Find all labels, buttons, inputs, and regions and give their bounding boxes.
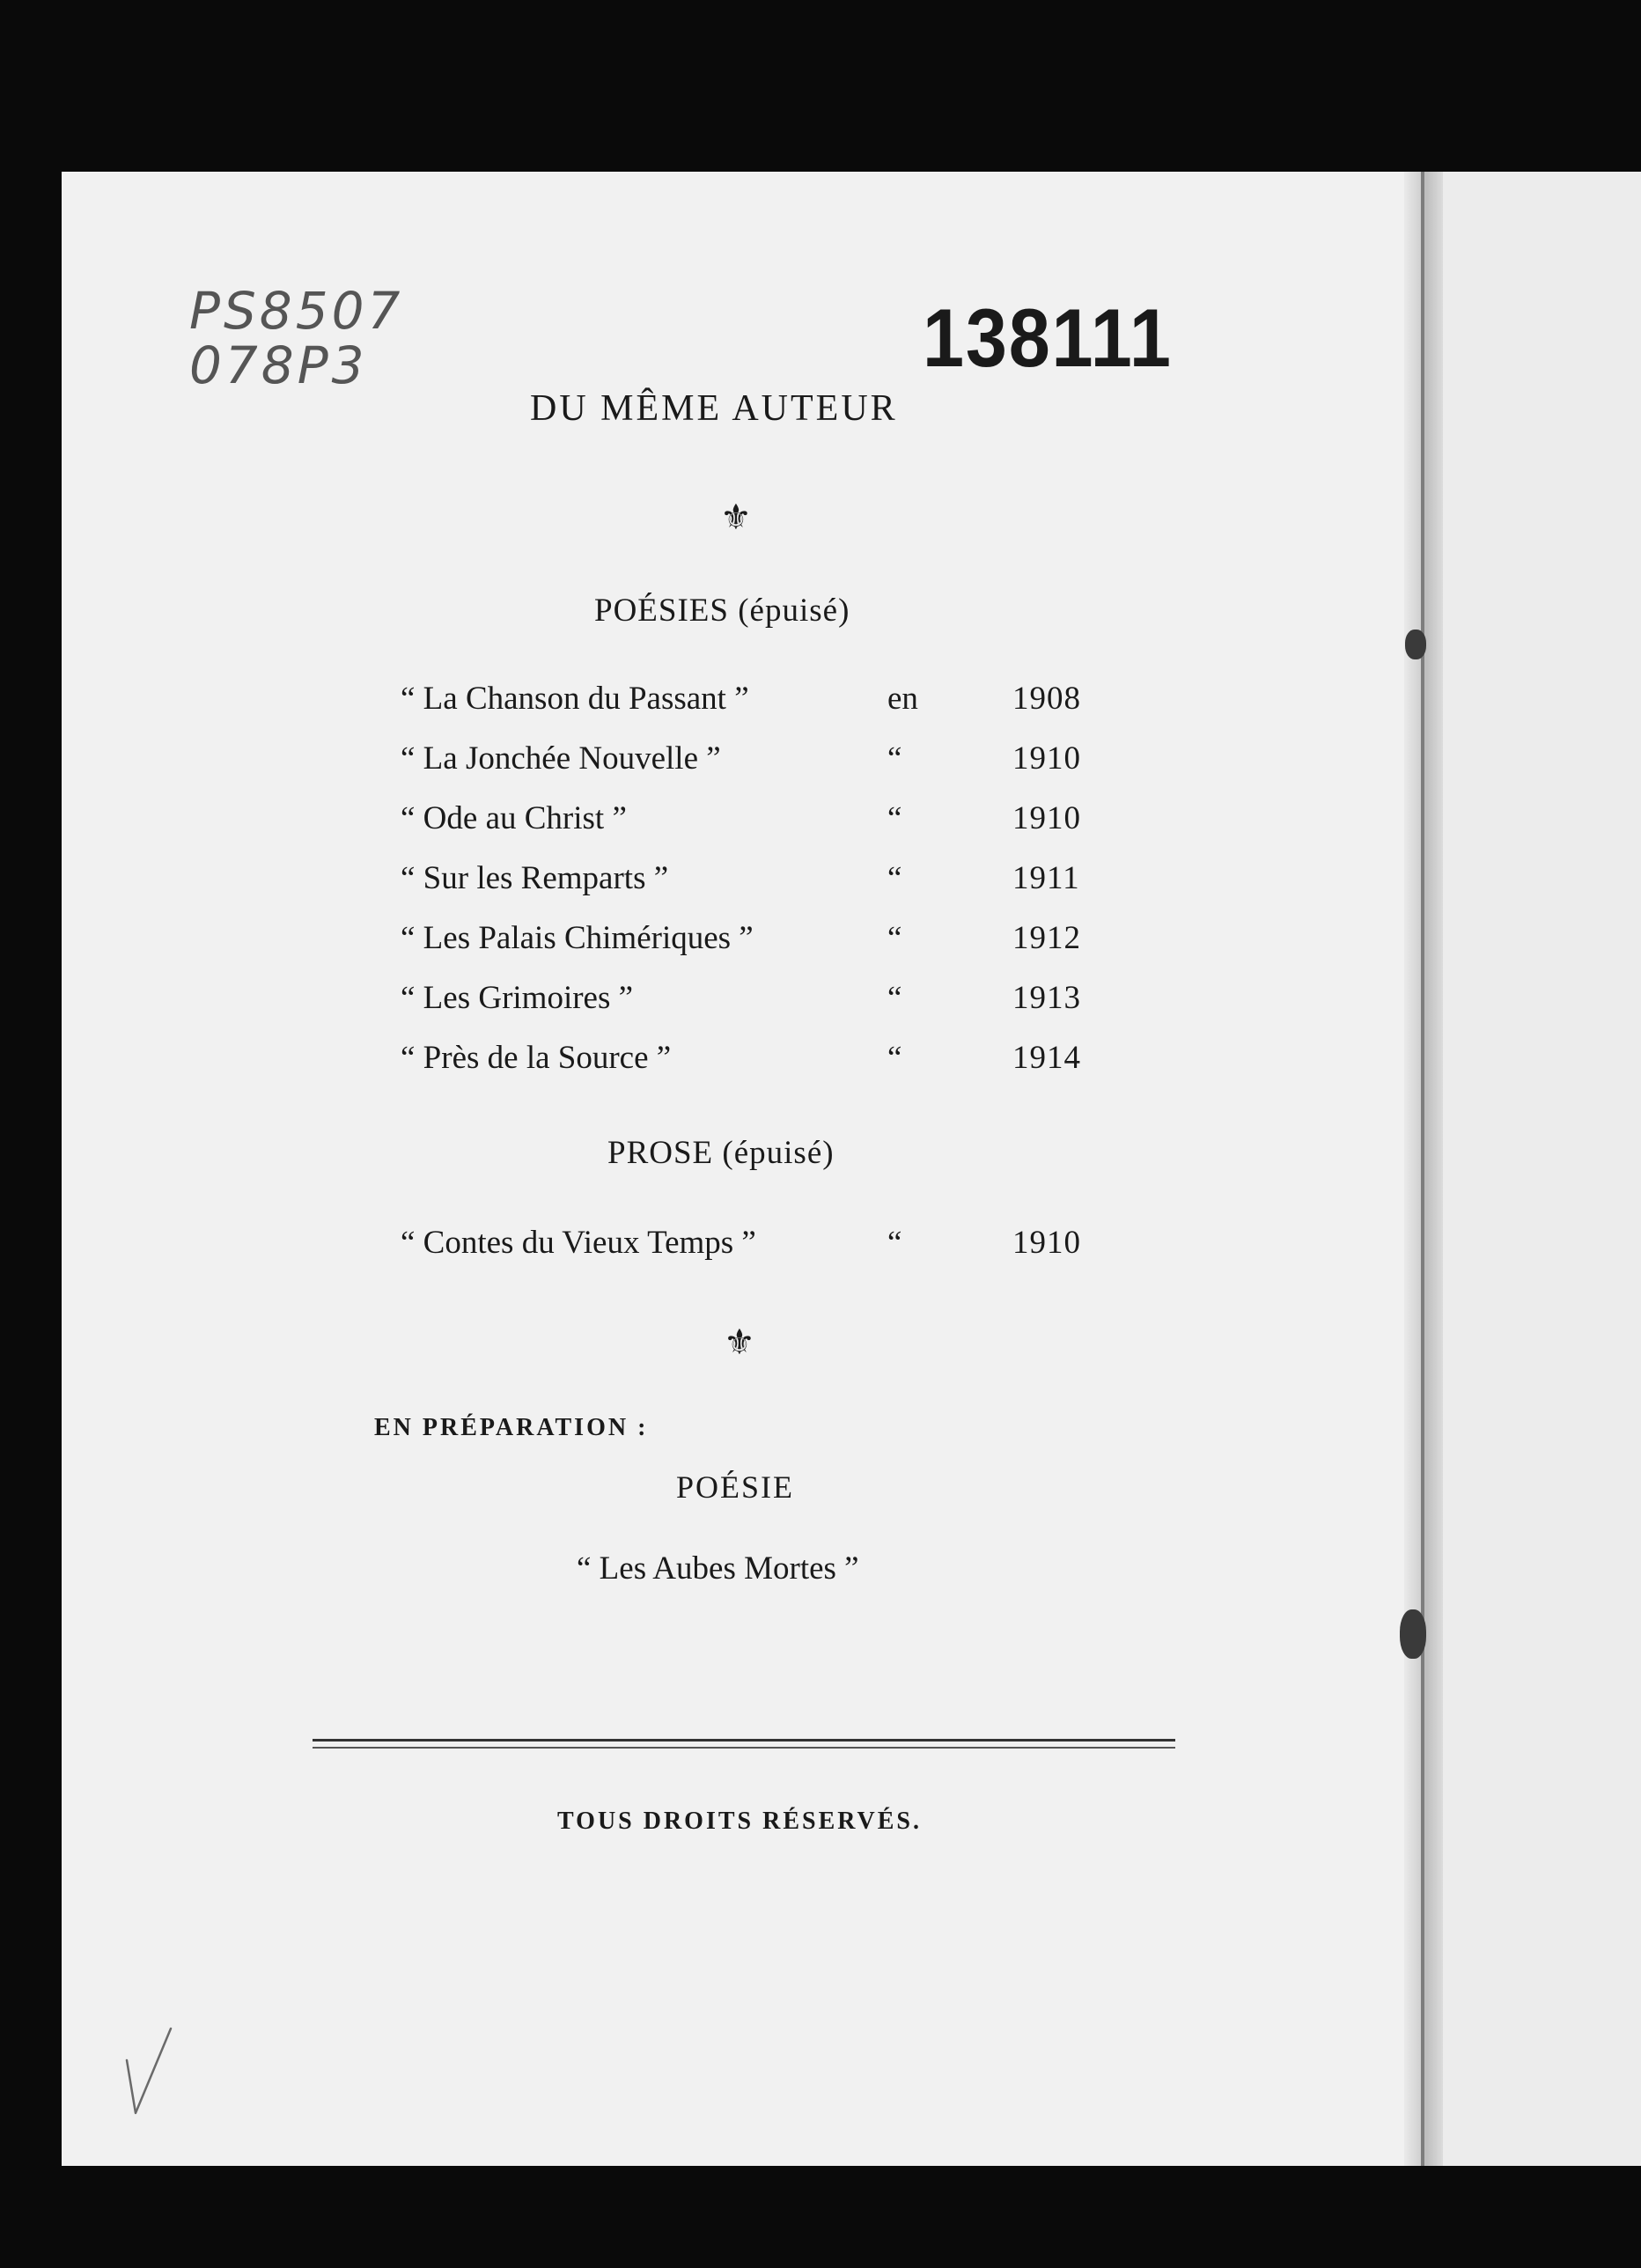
work-year: 1910 <box>1012 740 1081 777</box>
fleur-de-lis-ornament: ⚜ <box>724 1322 755 1362</box>
binding-mark <box>1400 1609 1426 1659</box>
work-year: 1913 <box>1012 980 1081 1016</box>
work-title: “ Les Grimoires ” <box>401 980 634 1016</box>
preparation-section-title: POÉSIE <box>676 1469 795 1505</box>
ditto-mark: “ <box>887 860 902 896</box>
gutter-fold-line <box>1421 172 1424 2166</box>
ditto-mark: “ <box>887 1225 902 1261</box>
work-year: 1911 <box>1012 860 1080 896</box>
pencil-check-mark <box>123 2025 176 2122</box>
prose-section-title: PROSE (épuisé) <box>607 1135 835 1171</box>
rights-notice: TOUS DROITS RÉSERVÉS. <box>557 1808 922 1835</box>
work-title: “ Les Palais Chimériques ” <box>401 920 754 956</box>
call-number-line: 078P3 <box>189 335 368 395</box>
fleur-de-lis-ornament: ⚜ <box>720 497 752 537</box>
work-title: “ La Chanson du Passant ” <box>401 681 749 717</box>
ditto-mark: en <box>887 681 918 717</box>
binding-mark <box>1405 630 1426 659</box>
poesies-section-title: POÉSIES (épuisé) <box>594 593 850 629</box>
work-year: 1912 <box>1012 920 1081 956</box>
ditto-mark: “ <box>887 800 902 836</box>
facing-page <box>1431 172 1641 2166</box>
ditto-mark: “ <box>887 1040 902 1076</box>
call-number-line: PS8507 <box>189 281 404 341</box>
preparation-work-title: “ Les Aubes Mortes ” <box>577 1550 859 1587</box>
work-title: “ Sur les Remparts ” <box>401 860 669 896</box>
divider-rule <box>313 1739 1175 1742</box>
work-title: “ Contes du Vieux Temps ” <box>401 1225 756 1261</box>
work-title: “ Ode au Christ ” <box>401 800 627 836</box>
page-heading: DU MÊME AUTEUR <box>530 388 898 429</box>
work-year: 1910 <box>1012 1225 1081 1261</box>
work-year: 1914 <box>1012 1040 1081 1076</box>
ditto-mark: “ <box>887 920 902 956</box>
work-year: 1908 <box>1012 681 1081 717</box>
accession-stamp: 138111 <box>923 291 1173 384</box>
ditto-mark: “ <box>887 740 902 777</box>
divider-rule <box>313 1747 1175 1749</box>
work-title: “ Près de la Source ” <box>401 1040 672 1076</box>
work-year: 1910 <box>1012 800 1081 836</box>
ditto-mark: “ <box>887 980 902 1016</box>
handwritten-call-number <box>189 281 404 395</box>
work-title: “ La Jonchée Nouvelle ” <box>401 740 721 777</box>
preparation-label: EN PRÉPARATION : <box>374 1414 649 1441</box>
